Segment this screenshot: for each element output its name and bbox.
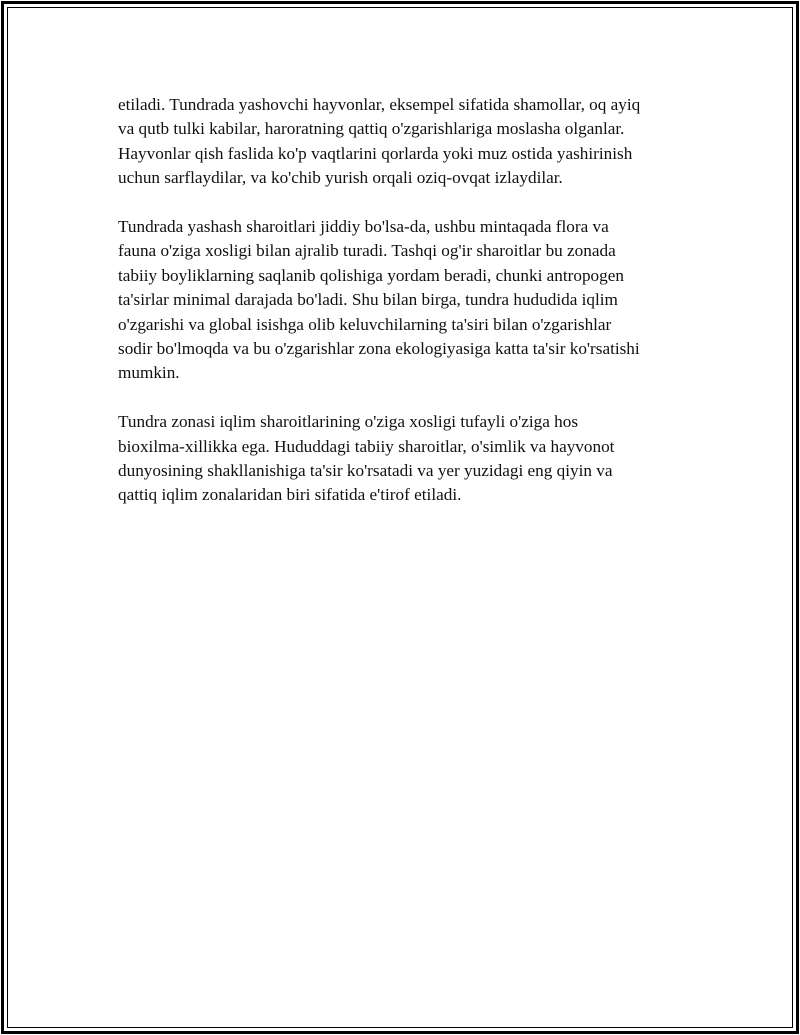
paragraph-1: etiladi. Tundrada yashovchi hayvonlar, eksempel sifatida shamollar, oq ayiq va qutb tulki kabilar, haroratning qattiq o'zgarishlariga moslasha olganlar. Hayvonlar qish faslida ko'p vaqtlarini qorlarda yoki muz ostida yashirinish uchun sarflaydilar, va ko'chib yurish orqali oziq-ovqat izlaydilar. bbox=[118, 95, 641, 188]
paragraph-2: Tundrada yashash sharoitlari jiddiy bo'lsa-da, ushbu mintaqada flora va fauna o'ziga xosligi bilan ajralib turadi. Tashqi og'ir sharoitlar bu zonada tabiiy boyliklarning saqlanib qolishiga yordam beradi, chunki antropogen ta'sirlar minimal darajada bo'ladi. Shu bilan birga, tundra hududida iqlim o'zgarishi va global isishga olib keluvchilarning ta'siri bilan o'zgarishlar sodir bo'lmoqda va bu o'zgarishlar zona ekologiyasiga katta ta'sir ko'rsatishi mumkin. bbox=[118, 217, 640, 383]
paragraph-3: Tundra zonasi iqlim sharoitlarining o'ziga xosligi tufayli o'ziga hos bioxilma-xillikka ega. Hududdagi tabiiy sharoitlar, o'simlik va hayvonot dunyosining shakllanishiga ta'sir ko'rsatadi va yer yuzidagi eng qiyin va qattiq iqlim zonalaridan biri sifatida e'tirof etiladi. bbox=[118, 412, 615, 505]
document-body bbox=[118, 93, 698, 532]
